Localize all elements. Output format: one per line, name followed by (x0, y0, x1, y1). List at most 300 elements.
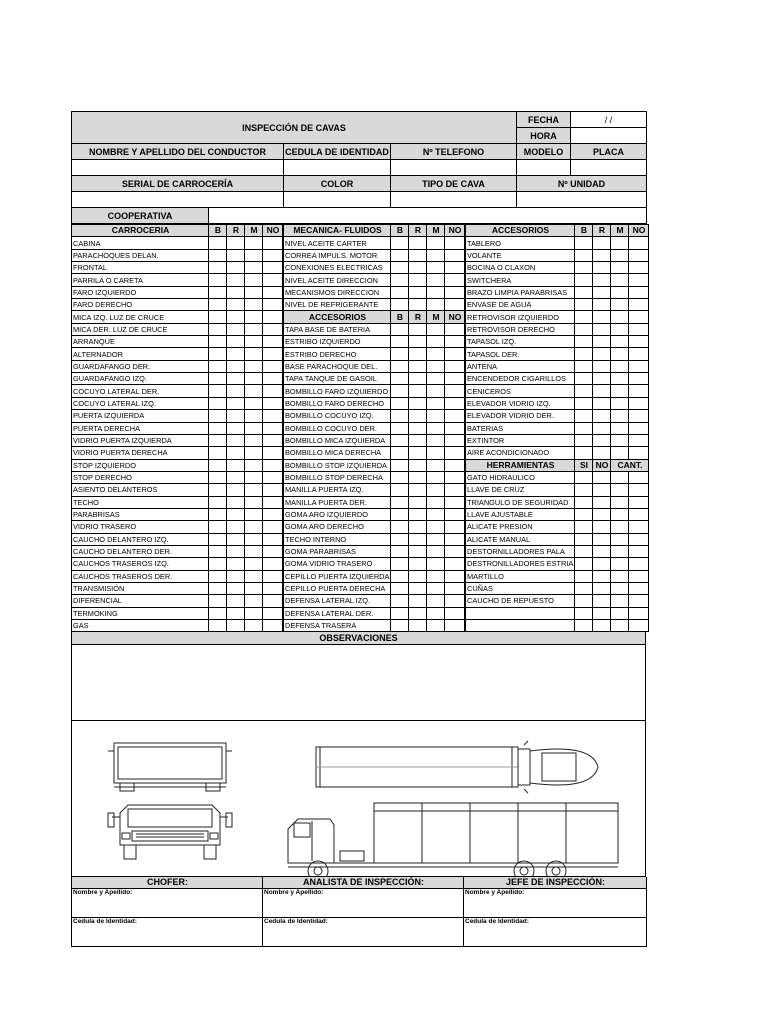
carroceria-item-check-cell[interactable] (227, 521, 245, 533)
herramienta-item-check-cell[interactable] (629, 471, 649, 483)
carroceria-item-check-cell[interactable] (263, 533, 283, 545)
mecanica-item-check-cell[interactable] (409, 274, 427, 286)
mecanica-item-check-cell[interactable] (427, 299, 445, 311)
accesorio-b-item-check-cell[interactable] (445, 385, 465, 397)
carroceria-item-check-cell[interactable] (245, 373, 263, 385)
carroceria-item-check-cell[interactable] (263, 336, 283, 348)
herramienta-item-check-cell[interactable] (629, 484, 649, 496)
accesorio-item-check-cell[interactable] (575, 237, 593, 249)
accesorio-b-item-check-cell[interactable] (409, 607, 427, 619)
accesorio-b-item-check-cell[interactable] (445, 545, 465, 557)
accesorio-item-check-cell[interactable] (593, 323, 611, 335)
carroceria-item-check-cell[interactable] (245, 249, 263, 261)
accesorio-b-item-check-cell[interactable] (427, 607, 445, 619)
accesorio-b-item-check-cell[interactable] (445, 434, 465, 446)
carroceria-item-check-cell[interactable] (263, 360, 283, 372)
carroceria-item-check-cell[interactable] (245, 299, 263, 311)
accesorio-item-check-cell[interactable] (611, 311, 629, 323)
carroceria-item-check-cell[interactable] (209, 299, 227, 311)
accesorio-b-item-check-cell[interactable] (427, 508, 445, 520)
carroceria-item-check-cell[interactable] (227, 484, 245, 496)
accesorio-b-item-check-cell[interactable] (391, 422, 409, 434)
mecanica-item-check-cell[interactable] (427, 249, 445, 261)
tipo-cava-field[interactable] (391, 192, 517, 208)
jefe-name-field[interactable]: Nombre y Apellido: (464, 889, 647, 918)
accesorio-item-check-cell[interactable] (629, 360, 649, 372)
herramienta-item-check-cell[interactable] (575, 558, 593, 570)
carroceria-item-check-cell[interactable] (245, 434, 263, 446)
carroceria-item-check-cell[interactable] (245, 397, 263, 409)
herramienta-item-check-cell[interactable] (575, 484, 593, 496)
carroceria-item-check-cell[interactable] (209, 422, 227, 434)
accesorio-item-check-cell[interactable] (593, 299, 611, 311)
accesorio-b-item-check-cell[interactable] (409, 595, 427, 607)
mecanica-item-check-cell[interactable] (409, 237, 427, 249)
carroceria-item-check-cell[interactable] (245, 521, 263, 533)
carroceria-item-check-cell[interactable] (263, 274, 283, 286)
accesorio-b-item-check-cell[interactable] (391, 533, 409, 545)
herramienta-item-check-cell[interactable] (629, 545, 649, 557)
carroceria-item-check-cell[interactable] (263, 607, 283, 619)
carroceria-item-check-cell[interactable] (245, 471, 263, 483)
accesorio-item-check-cell[interactable] (611, 336, 629, 348)
mecanica-item-check-cell[interactable] (391, 286, 409, 298)
carroceria-item-check-cell[interactable] (245, 422, 263, 434)
carroceria-item-check-cell[interactable] (227, 397, 245, 409)
mecanica-item-check-cell[interactable] (427, 262, 445, 274)
accesorio-b-item-check-cell[interactable] (445, 348, 465, 360)
carroceria-item-check-cell[interactable] (263, 595, 283, 607)
accesorio-b-item-check-cell[interactable] (427, 595, 445, 607)
herramienta-item-check-cell[interactable] (611, 595, 629, 607)
carroceria-item-check-cell[interactable] (227, 323, 245, 335)
carroceria-item-check-cell[interactable] (245, 533, 263, 545)
carroceria-item-check-cell[interactable] (209, 286, 227, 298)
accesorio-b-item-check-cell[interactable] (409, 484, 427, 496)
accesorio-item-check-cell[interactable] (629, 434, 649, 446)
carroceria-item-check-cell[interactable] (209, 508, 227, 520)
accesorio-b-item-check-cell[interactable] (409, 558, 427, 570)
accesorio-b-item-check-cell[interactable] (391, 397, 409, 409)
accesorio-b-item-check-cell[interactable] (445, 422, 465, 434)
accesorio-item-check-cell[interactable] (575, 447, 593, 459)
carroceria-item-check-cell[interactable] (263, 286, 283, 298)
carroceria-item-check-cell[interactable] (227, 385, 245, 397)
herramienta-item-check-cell[interactable] (629, 607, 649, 619)
accesorio-b-item-check-cell[interactable] (445, 558, 465, 570)
accesorio-item-check-cell[interactable] (593, 249, 611, 261)
carroceria-item-check-cell[interactable] (263, 262, 283, 274)
carroceria-item-check-cell[interactable] (209, 373, 227, 385)
accesorio-item-check-cell[interactable] (611, 299, 629, 311)
accesorio-item-check-cell[interactable] (575, 249, 593, 261)
accesorio-item-check-cell[interactable] (611, 422, 629, 434)
mecanica-item-check-cell[interactable] (427, 274, 445, 286)
accesorio-item-check-cell[interactable] (629, 262, 649, 274)
carroceria-item-check-cell[interactable] (227, 434, 245, 446)
accesorio-b-item-check-cell[interactable] (445, 533, 465, 545)
carroceria-item-check-cell[interactable] (227, 570, 245, 582)
accesorio-item-check-cell[interactable] (611, 237, 629, 249)
carroceria-item-check-cell[interactable] (227, 336, 245, 348)
accesorio-item-check-cell[interactable] (593, 410, 611, 422)
accesorio-item-check-cell[interactable] (593, 262, 611, 274)
carroceria-item-check-cell[interactable] (245, 410, 263, 422)
accesorio-b-item-check-cell[interactable] (445, 521, 465, 533)
accesorio-item-check-cell[interactable] (629, 249, 649, 261)
accesorio-b-item-check-cell[interactable] (391, 508, 409, 520)
accesorio-b-item-check-cell[interactable] (427, 496, 445, 508)
herramienta-item-check-cell[interactable] (575, 496, 593, 508)
herramienta-item-check-cell[interactable] (629, 496, 649, 508)
color-field[interactable] (284, 192, 391, 208)
herramienta-item-check-cell[interactable] (629, 508, 649, 520)
herramienta-item-check-cell[interactable] (611, 471, 629, 483)
cooperativa-field[interactable] (209, 208, 647, 224)
accesorio-item-check-cell[interactable] (611, 360, 629, 372)
accesorio-b-item-check-cell[interactable] (445, 397, 465, 409)
carroceria-item-check-cell[interactable] (263, 385, 283, 397)
carroceria-item-check-cell[interactable] (209, 545, 227, 557)
modelo-field[interactable] (517, 160, 571, 176)
carroceria-item-check-cell[interactable] (209, 595, 227, 607)
carroceria-item-check-cell[interactable] (263, 582, 283, 594)
carroceria-item-check-cell[interactable] (263, 620, 283, 632)
accesorio-item-check-cell[interactable] (575, 323, 593, 335)
accesorio-item-check-cell[interactable] (629, 348, 649, 360)
carroceria-item-check-cell[interactable] (227, 274, 245, 286)
accesorio-b-item-check-cell[interactable] (445, 373, 465, 385)
carroceria-item-check-cell[interactable] (209, 496, 227, 508)
accesorio-item-check-cell[interactable] (593, 373, 611, 385)
herramienta-item-check-cell[interactable] (611, 521, 629, 533)
observaciones-field[interactable] (71, 645, 646, 721)
unidad-field[interactable] (517, 192, 647, 208)
accesorio-b-item-check-cell[interactable] (391, 459, 409, 471)
herramienta-item-check-cell[interactable] (611, 570, 629, 582)
accesorio-b-item-check-cell[interactable] (427, 348, 445, 360)
herramienta-item-check-cell[interactable] (629, 521, 649, 533)
carroceria-item-check-cell[interactable] (245, 237, 263, 249)
accesorio-item-check-cell[interactable] (629, 447, 649, 459)
carroceria-item-check-cell[interactable] (263, 558, 283, 570)
carroceria-item-check-cell[interactable] (209, 262, 227, 274)
herramienta-item-check-cell[interactable] (611, 582, 629, 594)
accesorio-b-item-check-cell[interactable] (409, 373, 427, 385)
cedula-field[interactable] (284, 160, 391, 176)
carroceria-item-check-cell[interactable] (209, 274, 227, 286)
carroceria-item-check-cell[interactable] (263, 434, 283, 446)
herramienta-item-check-cell[interactable] (593, 607, 611, 619)
analista-cedula-field[interactable]: Cedula de Identidad: (263, 918, 464, 947)
carroceria-item-check-cell[interactable] (263, 570, 283, 582)
accesorio-b-item-check-cell[interactable] (391, 595, 409, 607)
carroceria-item-check-cell[interactable] (227, 286, 245, 298)
accesorio-b-item-check-cell[interactable] (391, 545, 409, 557)
mecanica-item-check-cell[interactable] (391, 237, 409, 249)
carroceria-item-check-cell[interactable] (209, 434, 227, 446)
carroceria-item-check-cell[interactable] (227, 348, 245, 360)
accesorio-item-check-cell[interactable] (611, 410, 629, 422)
mecanica-item-check-cell[interactable] (445, 299, 465, 311)
accesorio-b-item-check-cell[interactable] (427, 582, 445, 594)
accesorio-item-check-cell[interactable] (593, 397, 611, 409)
carroceria-item-check-cell[interactable] (245, 348, 263, 360)
herramienta-item-check-cell[interactable] (593, 545, 611, 557)
carroceria-item-check-cell[interactable] (245, 274, 263, 286)
accesorio-item-check-cell[interactable] (629, 410, 649, 422)
telefono-field[interactable] (391, 160, 517, 176)
accesorio-b-item-check-cell[interactable] (391, 471, 409, 483)
herramienta-item-check-cell[interactable] (575, 582, 593, 594)
accesorio-item-check-cell[interactable] (575, 286, 593, 298)
mecanica-item-check-cell[interactable] (445, 274, 465, 286)
accesorio-b-item-check-cell[interactable] (427, 471, 445, 483)
accesorio-b-item-check-cell[interactable] (409, 582, 427, 594)
herramienta-item-check-cell[interactable] (575, 521, 593, 533)
accesorio-b-item-check-cell[interactable] (391, 385, 409, 397)
accesorio-item-check-cell[interactable] (629, 385, 649, 397)
carroceria-item-check-cell[interactable] (209, 521, 227, 533)
accesorio-b-item-check-cell[interactable] (445, 459, 465, 471)
accesorio-b-item-check-cell[interactable] (409, 545, 427, 557)
carroceria-item-check-cell[interactable] (227, 237, 245, 249)
accesorio-item-check-cell[interactable] (593, 311, 611, 323)
accesorio-item-check-cell[interactable] (575, 348, 593, 360)
accesorio-item-check-cell[interactable] (629, 299, 649, 311)
carroceria-item-check-cell[interactable] (245, 620, 263, 632)
accesorio-b-item-check-cell[interactable] (427, 373, 445, 385)
herramienta-item-check-cell[interactable] (575, 533, 593, 545)
carroceria-item-check-cell[interactable] (227, 595, 245, 607)
mecanica-item-check-cell[interactable] (445, 237, 465, 249)
carroceria-item-check-cell[interactable] (227, 607, 245, 619)
accesorio-item-check-cell[interactable] (593, 348, 611, 360)
mecanica-item-check-cell[interactable] (445, 286, 465, 298)
carroceria-item-check-cell[interactable] (263, 249, 283, 261)
accesorio-b-item-check-cell[interactable] (427, 360, 445, 372)
herramienta-item-check-cell[interactable] (611, 496, 629, 508)
accesorio-b-item-check-cell[interactable] (427, 533, 445, 545)
accesorio-item-check-cell[interactable] (575, 299, 593, 311)
accesorio-b-item-check-cell[interactable] (427, 434, 445, 446)
carroceria-item-check-cell[interactable] (245, 360, 263, 372)
accesorio-b-item-check-cell[interactable] (445, 360, 465, 372)
herramienta-item-check-cell[interactable] (593, 595, 611, 607)
accesorio-b-item-check-cell[interactable] (445, 607, 465, 619)
carroceria-item-check-cell[interactable] (227, 299, 245, 311)
accesorio-item-check-cell[interactable] (611, 385, 629, 397)
mecanica-item-check-cell[interactable] (391, 274, 409, 286)
accesorio-item-check-cell[interactable] (575, 336, 593, 348)
carroceria-item-check-cell[interactable] (245, 496, 263, 508)
mecanica-item-check-cell[interactable] (409, 262, 427, 274)
accesorio-b-item-check-cell[interactable] (445, 323, 465, 335)
jefe-cedula-field[interactable]: Cedula de Identidad: (464, 918, 647, 947)
accesorio-b-item-check-cell[interactable] (391, 558, 409, 570)
placa-field[interactable] (571, 160, 647, 176)
accesorio-b-item-check-cell[interactable] (445, 484, 465, 496)
carroceria-item-check-cell[interactable] (245, 545, 263, 557)
carroceria-item-check-cell[interactable] (263, 496, 283, 508)
carroceria-item-check-cell[interactable] (209, 533, 227, 545)
accesorio-item-check-cell[interactable] (629, 397, 649, 409)
herramienta-item-check-cell[interactable] (611, 533, 629, 545)
accesorio-b-item-check-cell[interactable] (409, 533, 427, 545)
carroceria-item-check-cell[interactable] (227, 582, 245, 594)
accesorio-b-item-check-cell[interactable] (409, 471, 427, 483)
accesorio-b-item-check-cell[interactable] (409, 348, 427, 360)
accesorio-b-item-check-cell[interactable] (427, 521, 445, 533)
accesorio-b-item-check-cell[interactable] (409, 323, 427, 335)
carroceria-item-check-cell[interactable] (263, 299, 283, 311)
accesorio-b-item-check-cell[interactable] (445, 620, 465, 632)
herramienta-item-check-cell[interactable] (629, 620, 649, 632)
herramienta-item-check-cell[interactable] (575, 595, 593, 607)
carroceria-item-check-cell[interactable] (209, 484, 227, 496)
accesorio-item-check-cell[interactable] (575, 262, 593, 274)
carroceria-item-check-cell[interactable] (263, 521, 283, 533)
accesorio-item-check-cell[interactable] (611, 373, 629, 385)
accesorio-b-item-check-cell[interactable] (391, 607, 409, 619)
herramienta-item-check-cell[interactable] (593, 484, 611, 496)
herramienta-item-check-cell[interactable] (629, 558, 649, 570)
accesorio-b-item-check-cell[interactable] (445, 410, 465, 422)
accesorio-b-item-check-cell[interactable] (409, 410, 427, 422)
carroceria-item-check-cell[interactable] (227, 508, 245, 520)
carroceria-item-check-cell[interactable] (263, 348, 283, 360)
carroceria-item-check-cell[interactable] (209, 558, 227, 570)
carroceria-item-check-cell[interactable] (209, 348, 227, 360)
carroceria-item-check-cell[interactable] (209, 410, 227, 422)
accesorio-item-check-cell[interactable] (611, 249, 629, 261)
accesorio-item-check-cell[interactable] (575, 422, 593, 434)
carroceria-item-check-cell[interactable] (227, 459, 245, 471)
accesorio-item-check-cell[interactable] (575, 397, 593, 409)
accesorio-item-check-cell[interactable] (593, 422, 611, 434)
carroceria-item-check-cell[interactable] (263, 237, 283, 249)
accesorio-b-item-check-cell[interactable] (427, 336, 445, 348)
herramienta-item-check-cell[interactable] (575, 508, 593, 520)
accesorio-b-item-check-cell[interactable] (445, 582, 465, 594)
carroceria-item-check-cell[interactable] (209, 447, 227, 459)
carroceria-item-check-cell[interactable] (227, 471, 245, 483)
accesorio-b-item-check-cell[interactable] (409, 447, 427, 459)
accesorio-item-check-cell[interactable] (593, 286, 611, 298)
accesorio-item-check-cell[interactable] (629, 274, 649, 286)
carroceria-item-check-cell[interactable] (227, 373, 245, 385)
accesorio-item-check-cell[interactable] (593, 336, 611, 348)
accesorio-b-item-check-cell[interactable] (391, 496, 409, 508)
accesorio-b-item-check-cell[interactable] (427, 385, 445, 397)
accesorio-b-item-check-cell[interactable] (409, 459, 427, 471)
accesorio-b-item-check-cell[interactable] (409, 508, 427, 520)
carroceria-item-check-cell[interactable] (245, 323, 263, 335)
herramienta-item-check-cell[interactable] (611, 545, 629, 557)
accesorio-b-item-check-cell[interactable] (427, 447, 445, 459)
accesorio-item-check-cell[interactable] (611, 262, 629, 274)
carroceria-item-check-cell[interactable] (227, 360, 245, 372)
conductor-field[interactable] (72, 160, 284, 176)
carroceria-item-check-cell[interactable] (227, 249, 245, 261)
herramienta-item-check-cell[interactable] (575, 607, 593, 619)
carroceria-item-check-cell[interactable] (263, 508, 283, 520)
mecanica-item-check-cell[interactable] (409, 249, 427, 261)
accesorio-b-item-check-cell[interactable] (391, 336, 409, 348)
carroceria-item-check-cell[interactable] (227, 410, 245, 422)
accesorio-b-item-check-cell[interactable] (391, 447, 409, 459)
herramienta-item-check-cell[interactable] (593, 620, 611, 632)
accesorio-item-check-cell[interactable] (611, 447, 629, 459)
carroceria-item-check-cell[interactable] (245, 385, 263, 397)
accesorio-b-item-check-cell[interactable] (391, 373, 409, 385)
mecanica-item-check-cell[interactable] (427, 286, 445, 298)
carroceria-item-check-cell[interactable] (227, 496, 245, 508)
carroceria-item-check-cell[interactable] (227, 533, 245, 545)
accesorio-b-item-check-cell[interactable] (445, 595, 465, 607)
carroceria-item-check-cell[interactable] (209, 397, 227, 409)
hora-field[interactable] (571, 128, 647, 144)
accesorio-item-check-cell[interactable] (575, 311, 593, 323)
herramienta-item-check-cell[interactable] (611, 620, 629, 632)
accesorio-b-item-check-cell[interactable] (409, 434, 427, 446)
accesorio-item-check-cell[interactable] (611, 286, 629, 298)
accesorio-item-check-cell[interactable] (593, 237, 611, 249)
accesorio-b-item-check-cell[interactable] (409, 385, 427, 397)
accesorio-b-item-check-cell[interactable] (427, 410, 445, 422)
accesorio-b-item-check-cell[interactable] (427, 422, 445, 434)
chofer-cedula-field[interactable]: Cedula de Identidad: (72, 918, 263, 947)
mecanica-item-check-cell[interactable] (391, 262, 409, 274)
carroceria-item-check-cell[interactable] (245, 447, 263, 459)
carroceria-item-check-cell[interactable] (227, 311, 245, 323)
carroceria-item-check-cell[interactable] (209, 360, 227, 372)
accesorio-item-check-cell[interactable] (611, 397, 629, 409)
accesorio-item-check-cell[interactable] (593, 385, 611, 397)
accesorio-item-check-cell[interactable] (575, 274, 593, 286)
herramienta-item-check-cell[interactable] (593, 533, 611, 545)
accesorio-item-check-cell[interactable] (629, 286, 649, 298)
carroceria-item-check-cell[interactable] (209, 323, 227, 335)
herramienta-item-check-cell[interactable] (575, 570, 593, 582)
carroceria-item-check-cell[interactable] (209, 471, 227, 483)
mecanica-item-check-cell[interactable] (427, 237, 445, 249)
carroceria-item-check-cell[interactable] (209, 385, 227, 397)
carroceria-item-check-cell[interactable] (209, 249, 227, 261)
accesorio-item-check-cell[interactable] (611, 323, 629, 335)
accesorio-item-check-cell[interactable] (629, 336, 649, 348)
carroceria-item-check-cell[interactable] (245, 607, 263, 619)
accesorio-b-item-check-cell[interactable] (427, 459, 445, 471)
carroceria-item-check-cell[interactable] (263, 410, 283, 422)
carroceria-item-check-cell[interactable] (245, 595, 263, 607)
accesorio-b-item-check-cell[interactable] (427, 545, 445, 557)
carroceria-item-check-cell[interactable] (245, 262, 263, 274)
herramienta-item-check-cell[interactable] (611, 558, 629, 570)
serial-field[interactable] (72, 192, 284, 208)
accesorio-item-check-cell[interactable] (611, 434, 629, 446)
carroceria-item-check-cell[interactable] (227, 262, 245, 274)
carroceria-item-check-cell[interactable] (245, 508, 263, 520)
carroceria-item-check-cell[interactable] (245, 286, 263, 298)
herramienta-item-check-cell[interactable] (611, 607, 629, 619)
herramienta-item-check-cell[interactable] (575, 620, 593, 632)
accesorio-b-item-check-cell[interactable] (391, 484, 409, 496)
accesorio-item-check-cell[interactable] (611, 348, 629, 360)
herramienta-item-check-cell[interactable] (629, 533, 649, 545)
accesorio-b-item-check-cell[interactable] (427, 323, 445, 335)
accesorio-b-item-check-cell[interactable] (445, 336, 465, 348)
